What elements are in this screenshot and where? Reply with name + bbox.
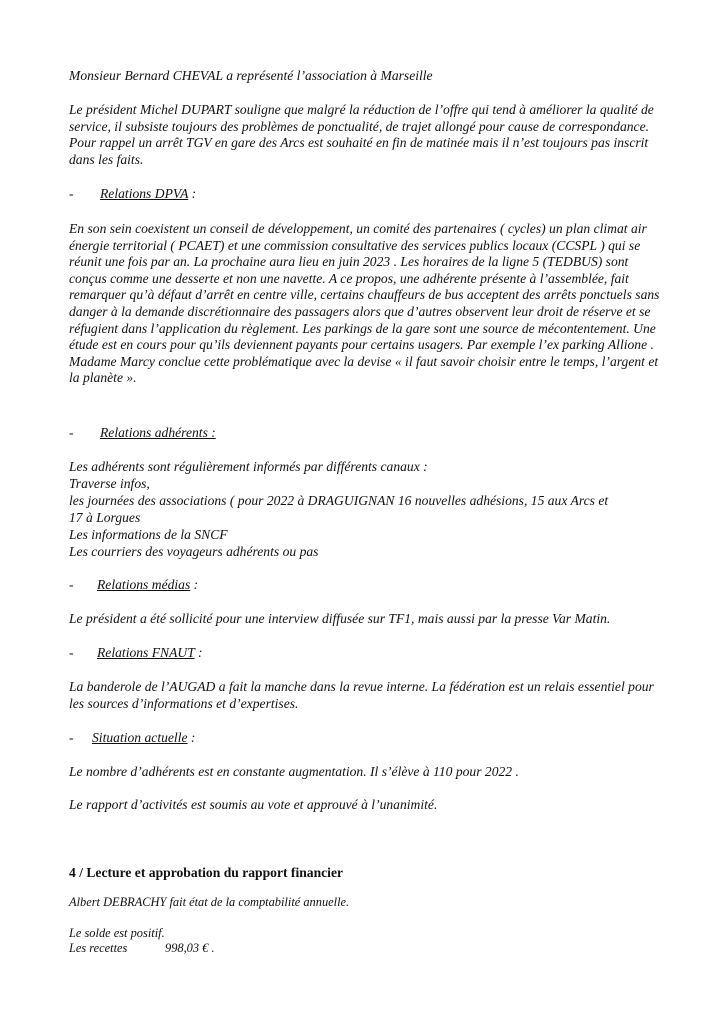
vote-paragraph: Le rapport d’activités est soumis au vote et approuvé à l’unanimité. [69, 797, 438, 812]
dpva-paragraph: En son sein coexistent un conseil de développement, un comité des partenaires ( cycles) un plan climat air énergie territorial ( PCAET) et une commission consultative des services publics locaux (CCSPL ) qui se réunit une fois par an. La prochaine aura lieu en juin 2023 . Les horaires de la ligne 5 (TEDBUS) sont conçus comme une desserte et non une navette. A ce propos, une adhérente présente à l’assemblée, fait remarquer qu’à défaut d’arrêt en centre ville, certains chauffeurs de bus acceptent des arrêts ponctuels sans danger à la demande discrétionnaire des passagers alors que d’autres observent leur droit de réserve et se réfugient dans l’application du règlement. Les parkings de la gare sont une source de mécontentement. Une étude est en cours pour qu’ils deviennent payants pour certains usagers. Par exemple l’ex parking Allione . Madame Marcy conclue cette problématique avec la devise « il faut savoir choisir entre le temps, l’argent et la planète ». [69, 221, 660, 386]
medias-heading [97, 577, 198, 594]
adherents-dash: - [69, 425, 74, 440]
fnaut-heading [97, 645, 203, 662]
adherents-heading [100, 425, 216, 442]
adherents-line-1: Les adhérents sont régulièrement informés par différents canaux : [69, 459, 428, 474]
president-paragraph: Le président Michel DUPART souligne que malgré la réduction de l’offre qui tend à améliorer la qualité de service, il subsiste toujours des problèmes de ponctualité, de trajet allongé pour cause de correspondance. Pour rappel un arrêt TGV en gare des Arcs est souhaité en fin de matinée mais il n’est toujours pas inscrit dans les faits. [69, 102, 654, 167]
fnaut-dash: - [69, 645, 74, 660]
situation-paragraph: Le nombre d’adhérents est en constante augmentation. Il s’élève à 110 pour 2022 . [69, 764, 519, 779]
dpva-dash: - [69, 186, 74, 201]
situation-dash: - [69, 730, 74, 745]
marseille-paragraph: Monsieur Bernard CHEVAL a représenté l’association à Marseille [69, 68, 433, 83]
financial-report-heading: 4 / Lecture et approbation du rapport financier [69, 865, 344, 880]
dpva-heading-title: Relations DPVA [100, 186, 189, 201]
fnaut-paragraph: La banderole de l’AUGAD a fait la manche dans la revue interne. La fédération est un relais essentiel pour les sources d’informations et d’expertises. [69, 679, 654, 711]
adherents-line-2: Traverse infos, [69, 476, 150, 491]
dpva-heading [100, 186, 196, 203]
situation-heading [92, 730, 195, 747]
fnaut-heading-suffix: : [194, 645, 203, 660]
solde-line: Le solde est positif. [69, 926, 165, 940]
medias-heading-suffix: : [190, 577, 199, 592]
medias-heading-title: Relations médias [97, 577, 191, 592]
adherents-line-6: Les courriers des voyageurs adhérents ou pas [69, 544, 319, 559]
fnaut-heading-title: Relations FNAUT [97, 645, 195, 660]
dpva-heading-suffix: : [188, 186, 197, 201]
situation-heading-title: Situation actuelle [92, 730, 188, 745]
situation-heading-suffix: : [187, 730, 196, 745]
albert-paragraph: Albert DEBRACHY fait état de la comptabilité annuelle. [69, 895, 350, 909]
adherents-line-4: 17 à Lorgues [69, 510, 141, 525]
recettes-label: Les recettes [69, 941, 128, 955]
adherents-heading-title: Relations adhérents : [100, 425, 216, 440]
adherents-line-3: les journées des associations ( pour 2022 à DRAGUIGNAN 16 nouvelles adhésions, 15 aux Arcs et [69, 493, 609, 508]
adherents-line-5: Les informations de la SNCF [69, 527, 228, 542]
medias-paragraph: Le président a été sollicité pour une interview diffusée sur TF1, mais aussi par la presse Var Matin. [69, 611, 611, 626]
medias-dash: - [69, 577, 74, 592]
recettes-value: 998,03 € . [165, 941, 215, 955]
